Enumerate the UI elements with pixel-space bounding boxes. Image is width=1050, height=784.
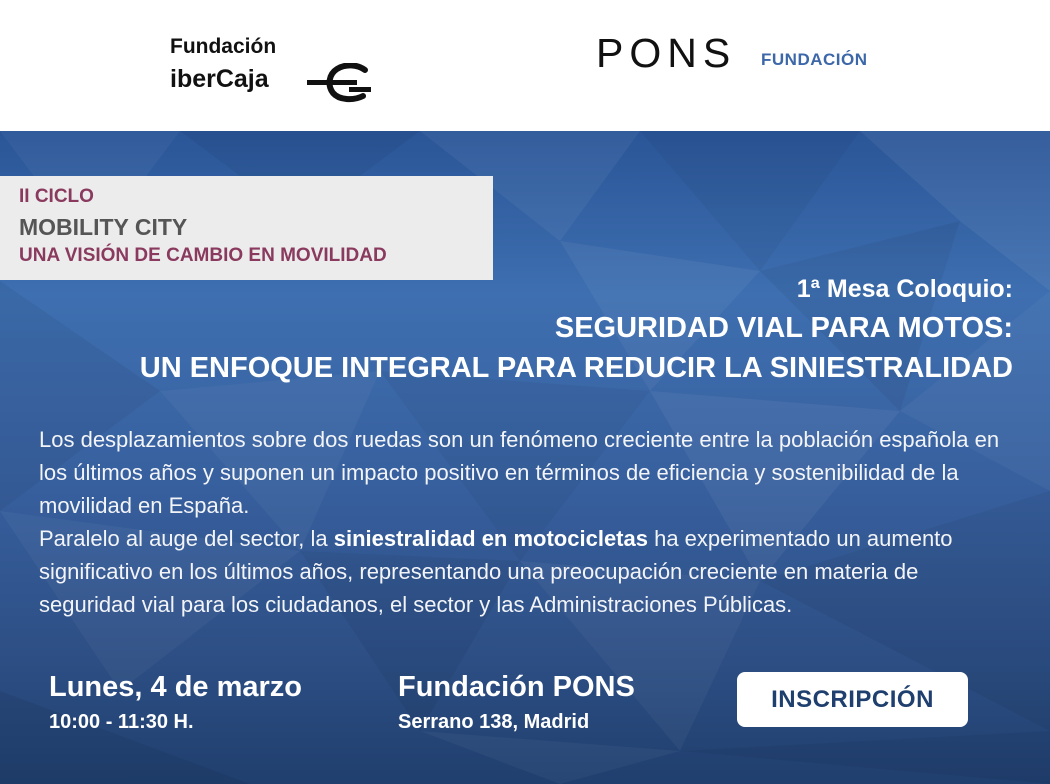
event-address: Serrano 138, Madrid	[398, 711, 590, 733]
event-venue: Fundación PONS	[398, 671, 635, 703]
event-time: 10:00 - 11:30 H.	[49, 711, 194, 733]
header	[0, 0, 1050, 131]
description-paragraph-1: Los desplazamientos sobre dos ruedas son un fenómeno creciente entre la población española en los últimos años y suponen un impacto positivo en términos de eficiencia y sostenibilidad de la movilidad en España.	[39, 427, 1000, 518]
pons-logo-word: PONS	[596, 30, 737, 76]
pons-logo-sub: FUNDACIÓN	[761, 50, 868, 69]
event-headline	[33, 308, 1013, 388]
event-banner	[0, 131, 1050, 784]
ibercaja-logo-line2: iberCaja	[170, 65, 269, 93]
ciclo-subtitle: UNA VISIÓN DE CAMBIO EN MOVILIDAD	[19, 245, 387, 266]
description-text: Paralelo al auge del sector, la	[39, 526, 334, 551]
event-date: Lunes, 4 de marzo	[49, 671, 303, 703]
ciclo-name: MOBILITY CITY	[19, 214, 188, 240]
description-highlight: siniestralidad en motocicletas	[333, 526, 648, 551]
pons-logo	[596, 30, 896, 80]
euro-symbol-icon	[307, 63, 379, 103]
description-text: ha experimentado un aumento significativo en los últimos años, representando una preocupación creciente en materia de seguridad vial para los ciudadanos, el sector y las Administraciones Públicas.	[39, 526, 953, 617]
ciclo-box	[0, 176, 493, 280]
ibercaja-logo	[170, 33, 390, 105]
ciclo-label: II CICLO	[19, 186, 94, 207]
description-paragraph-2	[39, 522, 1014, 621]
mesa-coloquio-label: 1ª Mesa Coloquio:	[796, 275, 1013, 303]
event-description	[39, 423, 1014, 621]
register-button[interactable]: INSCRIPCIÓN	[737, 672, 968, 727]
headline-line-1: SEGURIDAD VIAL PARA MOTOS:	[554, 312, 1013, 344]
headline-line-2: UN ENFOQUE INTEGRAL PARA REDUCIR LA SINIESTRALIDAD	[139, 352, 1013, 384]
ibercaja-logo-line1: Fundación	[170, 35, 277, 58]
